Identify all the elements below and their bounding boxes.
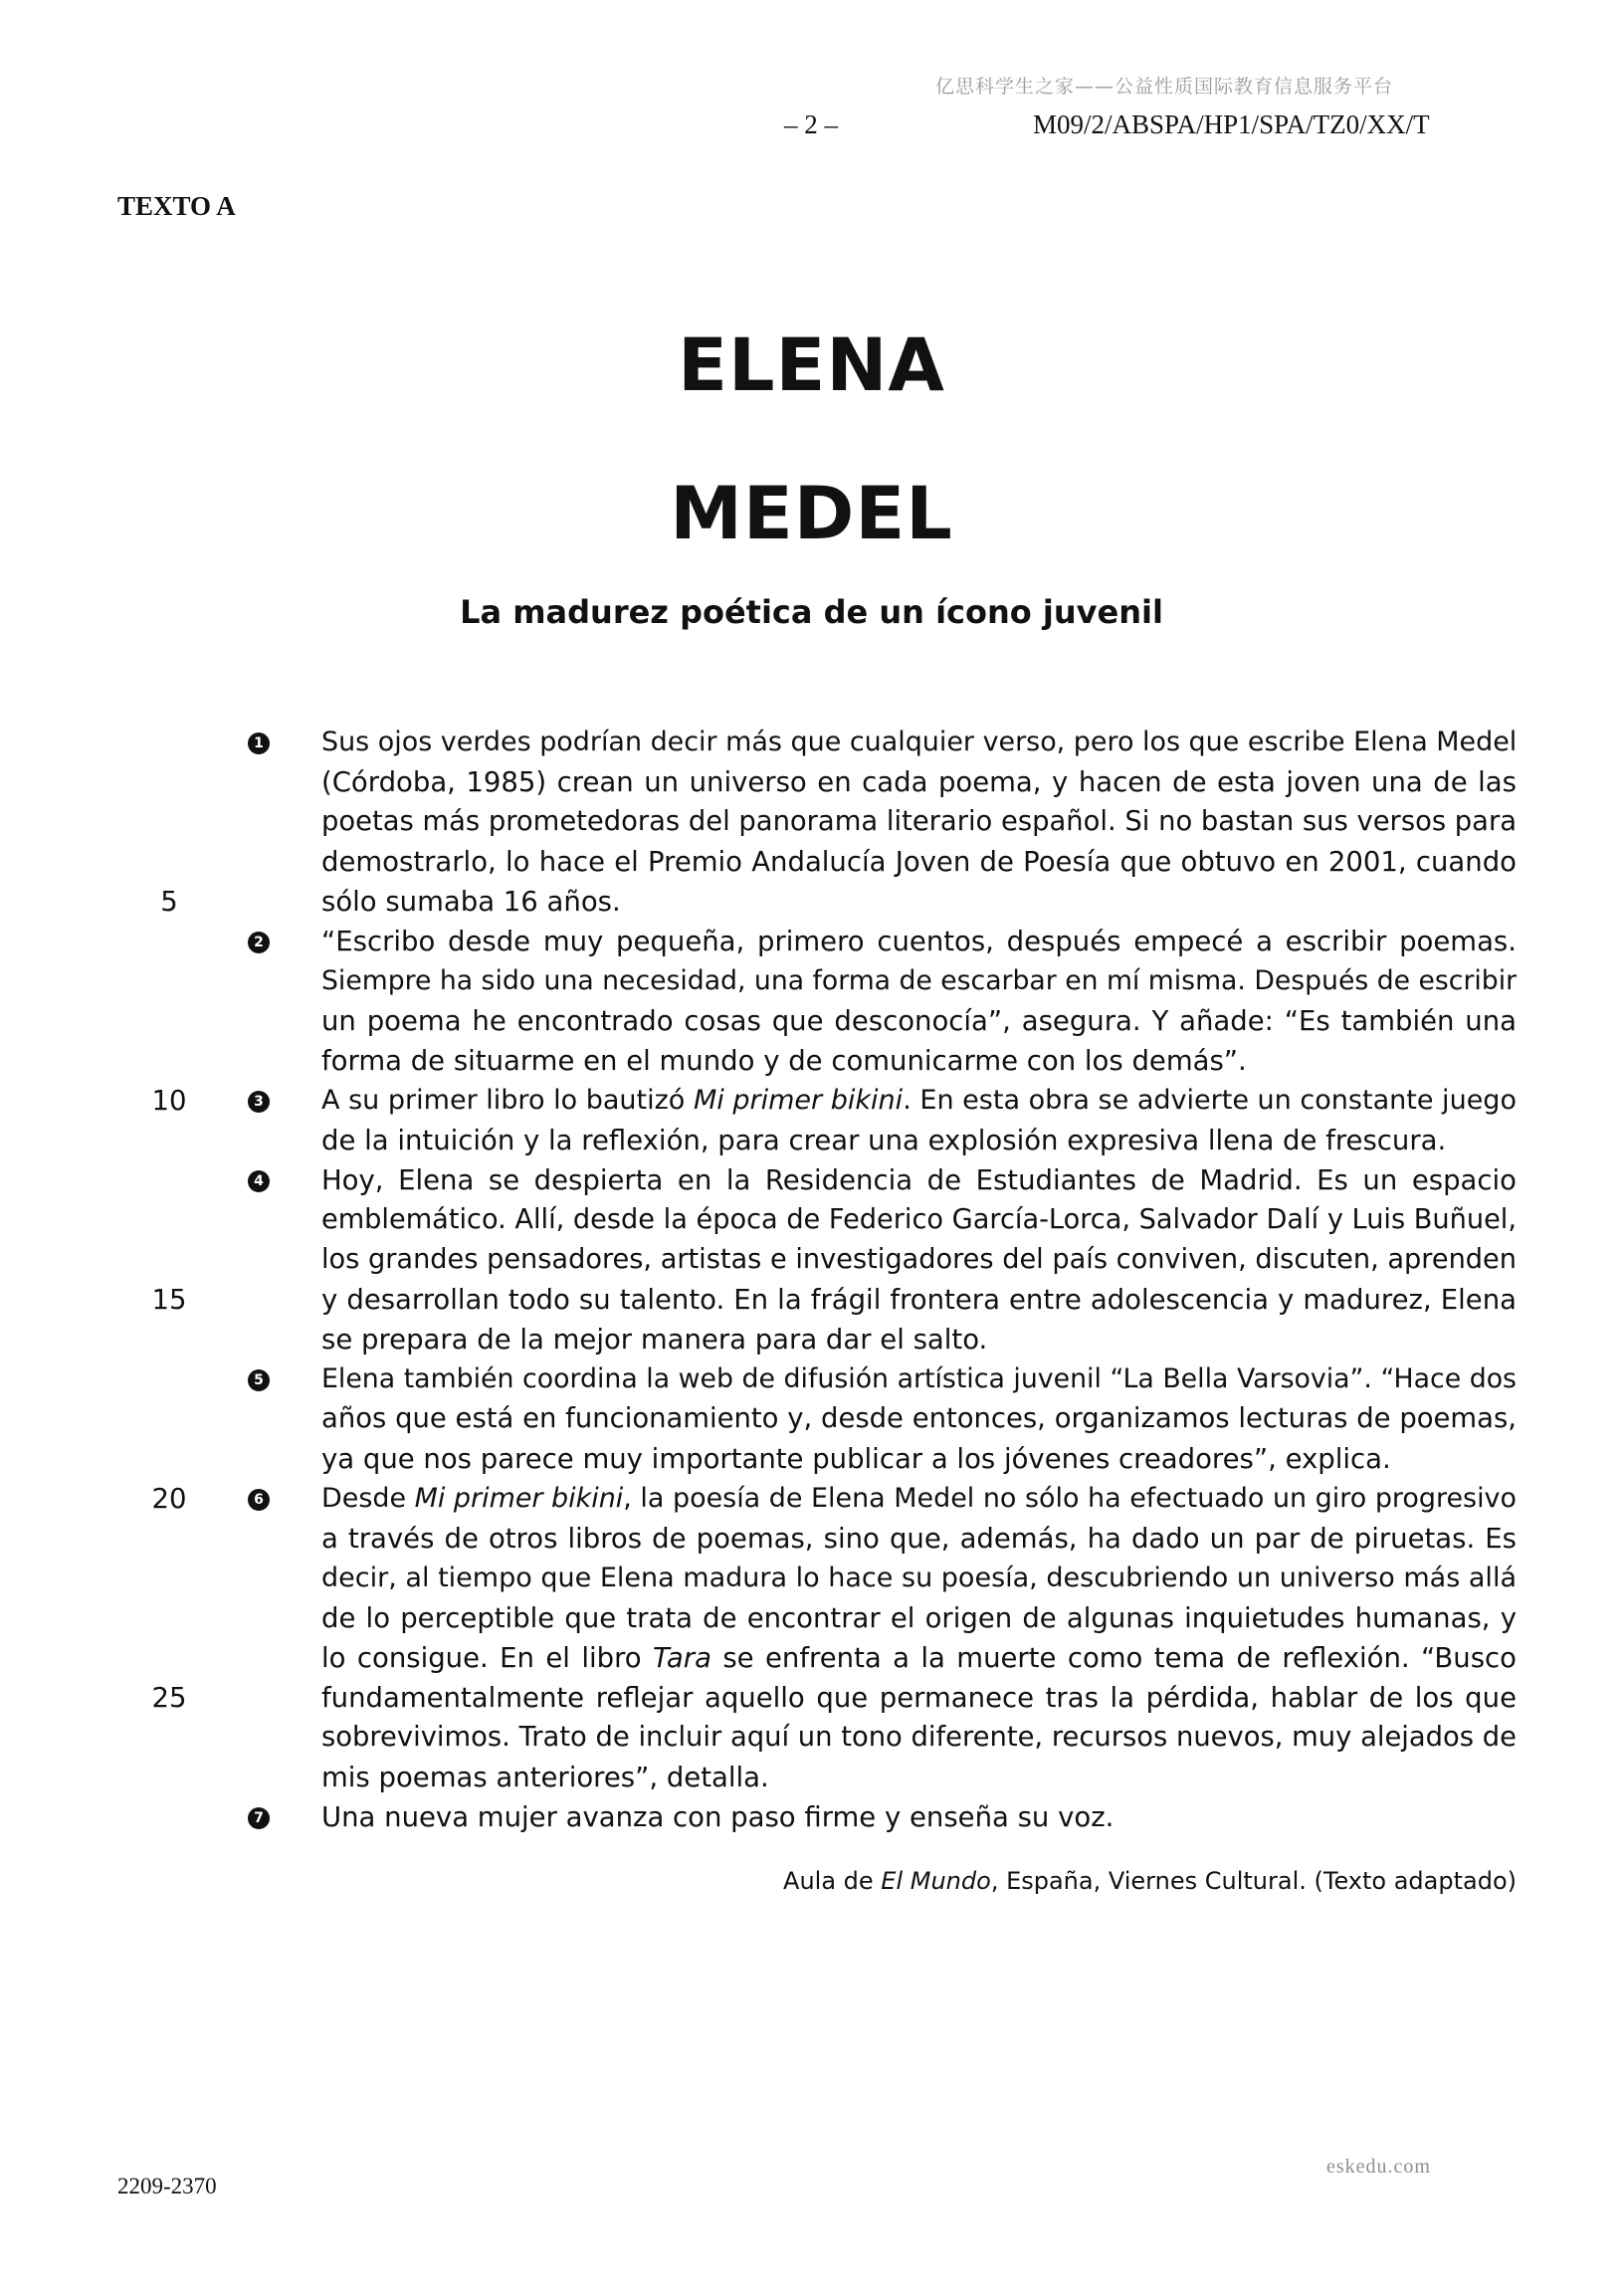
text-line [0, 1320, 1623, 1359]
text-segment: forma de situarme en el mundo y de comunicarme con los demás”. [321, 1045, 1247, 1077]
line-text [321, 1559, 1517, 1598]
paragraph-marker: 6 [248, 1489, 270, 1511]
text-segment: emblemático. Allí, desde la época de Federico García-Lorca, Salvador Dalí y Luis Buñuel, [321, 1204, 1517, 1235]
line-text [321, 1638, 1517, 1678]
book-title: Mi primer bikini [414, 1483, 624, 1514]
section-label: TEXTO A [117, 191, 236, 221]
text-line [0, 1001, 1623, 1041]
text-segment: Una nueva mujer avanza con paso firme y enseña su voz. [321, 1801, 1115, 1833]
text-line [0, 882, 1623, 922]
text-segment: a través de otros libros de poemas, sino que, además, ha dado un par de piruetas. Es [321, 1523, 1517, 1555]
line-text [321, 922, 1517, 961]
text-line [0, 1399, 1623, 1439]
line-text [321, 1240, 1517, 1280]
text-segment: Siempre ha sido una necesidad, una forma de escarbar en mí misma. Después de escribir [321, 965, 1518, 996]
line-text [321, 762, 1517, 802]
line-text [321, 1121, 1517, 1160]
text-segment: de la intuición y la reflexión, para crear una explosión expresiva llena de frescura. [321, 1125, 1447, 1156]
text-line [0, 1797, 1623, 1837]
text-segment: de lo perceptible que trata de encontrar el origen de algunas inquietudes humanas, y [321, 1602, 1517, 1634]
page-number: – 2 – [784, 109, 838, 139]
text-segment: los grandes pensadores, artistas e investigadores del país conviven, discuten, aprenden [321, 1244, 1517, 1275]
text-line [0, 1160, 1623, 1200]
line-text [321, 1081, 1517, 1121]
line-text [321, 1001, 1517, 1041]
text-line [0, 1559, 1623, 1598]
line-text [321, 1598, 1517, 1638]
line-text [321, 1359, 1517, 1399]
text-line [0, 1240, 1623, 1280]
line-text [321, 1160, 1517, 1200]
line-text [321, 1200, 1517, 1240]
text-line [0, 1041, 1623, 1081]
text-segment: un poema he encontrado cosas que desconocía”, asegura. Y añade: “Es también una [321, 1005, 1517, 1037]
text-segment: sólo sumaba 16 años. [321, 886, 621, 918]
text-line [0, 1359, 1623, 1399]
text-segment: lo consigue. En el libro [321, 1642, 654, 1674]
book-title: Mi primer bikini [693, 1085, 904, 1116]
text-segment: se prepara de la mejor manera para dar el salto. [321, 1324, 988, 1356]
paragraph-marker: 2 [248, 932, 270, 953]
text-line [0, 1758, 1623, 1797]
line-text [321, 1041, 1517, 1081]
line-text [321, 1320, 1517, 1359]
text-line [0, 1200, 1623, 1240]
text-segment: Desde [321, 1483, 415, 1514]
text-segment: se enfrenta a la muerte como tema de reflexión. “Busco [710, 1642, 1517, 1674]
line-text [321, 1519, 1517, 1559]
article-title-line-1: ELENA [678, 323, 945, 408]
text-line [0, 1479, 1623, 1519]
text-line [0, 1121, 1623, 1160]
source-suffix: , España, Viernes Cultural. (Texto adaptado) [990, 1867, 1517, 1895]
paragraph-marker: 5 [248, 1369, 270, 1391]
line-number: 10 [151, 1085, 187, 1117]
document-number: 2209-2370 [117, 2174, 217, 2198]
text-segment: Hoy, Elena se despierta en la Residencia de Estudiantes de Madrid. Es un espacio [321, 1164, 1517, 1196]
text-segment: “Escribo desde muy pequeña, primero cuentos, después empecé a escribir poemas. [321, 926, 1517, 957]
line-text [321, 1479, 1517, 1519]
text-line [0, 762, 1623, 802]
line-text [321, 1797, 1517, 1837]
line-text [321, 882, 1517, 922]
text-segment: , la poesía de Elena Medel no sólo ha efectuado un giro progresivo [623, 1483, 1517, 1514]
text-line [0, 1678, 1623, 1718]
text-segment: y desarrollan todo su talento. En la frágil frontera entre adolescencia y madurez, Elena [321, 1284, 1517, 1316]
line-text [321, 1439, 1517, 1479]
text-line [0, 1081, 1623, 1121]
text-segment: decir, al tiempo que Elena madura lo hace su poesía, descubriendo un universo más allá [321, 1563, 1517, 1593]
text-line [0, 842, 1623, 882]
text-segment: años que está en funcionamiento y, desde entonces, organizamos lecturas de poemas, [321, 1403, 1517, 1434]
text-line [0, 1280, 1623, 1320]
text-line [0, 1638, 1623, 1678]
book-title: Tara [653, 1642, 711, 1674]
line-number: 15 [151, 1284, 187, 1316]
source-publication: El Mundo [881, 1867, 991, 1895]
text-line [0, 1519, 1623, 1559]
line-text [321, 1280, 1517, 1320]
article-title-line-2: MEDEL [670, 472, 953, 556]
line-text [321, 1718, 1517, 1758]
exam-code: M09/2/ABSPA/HP1/SPA/TZ0/XX/T [1033, 109, 1430, 139]
text-segment: poetas más prometedoras del panorama literario español. Si no bastan sus versos para [321, 806, 1517, 837]
text-segment: Sus ojos verdes podrían decir más que cualquier verso, pero los que escribe Elena Medel [321, 727, 1518, 757]
text-segment: demostrarlo, lo hace el Premio Andalucía Joven de Poesía que obtuvo en 2001, cuando [321, 846, 1517, 878]
paragraph-marker: 1 [248, 732, 270, 754]
paragraph-marker: 3 [248, 1091, 270, 1113]
text-segment: A su primer libro lo bautizó [321, 1085, 694, 1116]
text-segment: ya que nos parece muy importante publicar a los jóvenes creadores”, explica. [321, 1443, 1391, 1475]
line-text [321, 1758, 1517, 1797]
article-subtitle: La madurez poética de un ícono juvenil [460, 593, 1163, 631]
text-segment: sobrevivimos. Trato de incluir aquí un tono diferente, recursos nuevos, muy alejados de [321, 1722, 1517, 1753]
line-number: 5 [160, 886, 178, 918]
text-line [0, 723, 1623, 762]
text-segment: fundamentalmente reflejar aquello que permanece tras la pérdida, hablar de los que [321, 1682, 1517, 1714]
line-text [321, 961, 1517, 1001]
text-line [0, 802, 1623, 842]
article-source [783, 1867, 1517, 1895]
line-number: 20 [151, 1483, 187, 1515]
article-body [0, 723, 1623, 1837]
line-text [321, 1399, 1517, 1439]
line-text [321, 723, 1517, 762]
header-watermark: 亿思科学生之家——公益性质国际教育信息服务平台 [935, 76, 1394, 98]
text-line [0, 922, 1623, 961]
line-text [321, 1678, 1517, 1718]
text-segment: Elena también coordina la web de difusión artística juvenil “La Bella Varsovia”. “Hace dos [321, 1363, 1517, 1394]
footer-watermark: eskedu.com [1326, 2156, 1431, 2178]
text-line [0, 961, 1623, 1001]
text-line [0, 1718, 1623, 1758]
paragraph-marker: 4 [248, 1170, 270, 1192]
paragraph-marker: 7 [248, 1807, 270, 1829]
line-number: 25 [151, 1682, 187, 1714]
text-line [0, 1598, 1623, 1638]
text-segment: mis poemas anteriores”, detalla. [321, 1762, 769, 1793]
line-text [321, 842, 1517, 882]
text-segment: . En esta obra se advierte un constante juego [903, 1085, 1517, 1116]
line-text [321, 802, 1517, 842]
text-segment: (Córdoba, 1985) crean un universo en cada poema, y hacen de esta joven una de las [321, 766, 1517, 798]
source-prefix: Aula de [783, 1867, 882, 1895]
text-line [0, 1439, 1623, 1479]
